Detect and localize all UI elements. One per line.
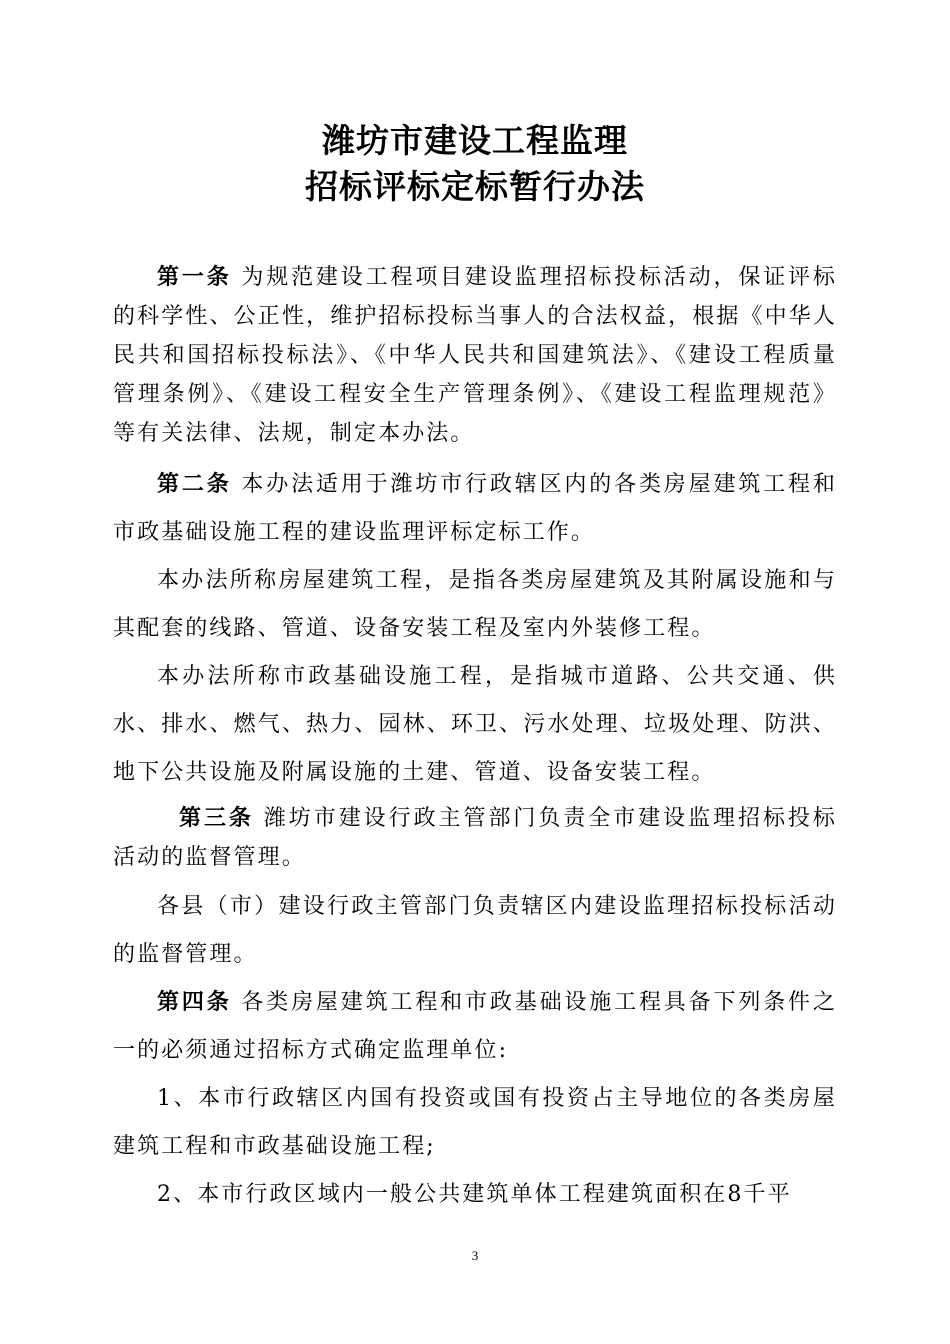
- document-title: [0, 118, 950, 210]
- paragraph-article-3: [113, 799, 837, 877]
- paragraph-county-supervision: [113, 883, 837, 979]
- page-number: 3: [471, 1248, 479, 1263]
- paragraph-municipal-definition: [113, 653, 837, 797]
- paragraph-text: 为规范建设工程项目建设监理招标投标活动，保证评标的科学性、公正性，维护招标投标当事人的合法权益，根据《中华人民共和国招标投标法》、《中华人民共和国建筑法》、《建设工程质量管理条例》、《建设工程安全生产管理条例》、《建设工程监理规范》等有关法律、法规，制定本办法。: [113, 265, 837, 446]
- paragraph-text: 本办法所称市政基础设施工程，是指城市道路、公共交通、供水、排水、燃气、热力、园林、环卫、污水处理、垃圾处理、防洪、地下公共设施及附属设施的土建、管道、设备安装工程。: [113, 664, 837, 785]
- title-line-1: 潍坊市建设工程监理: [322, 121, 628, 160]
- article-heading: 第二条: [157, 472, 232, 497]
- paragraph-article-1: [113, 258, 837, 453]
- article-heading: 第三条: [179, 806, 254, 831]
- paragraph-housing-definition: [113, 557, 837, 653]
- document-body: [113, 258, 837, 1219]
- paragraph-article-4: [113, 979, 837, 1075]
- paragraph-text: 各类房屋建筑工程和市政基础设施工程具备下列条件之一的必须通过招标方式确定监理单位:: [113, 990, 837, 1063]
- paragraph-text: 潍坊市建设行政主管部门负责全市建设监理招标投标活动的监督管理。: [113, 806, 837, 870]
- paragraph-text: 各县（市）建设行政主管部门负责辖区内建设监理招标投标活动的监督管理。: [113, 894, 837, 967]
- paragraph-text: 本办法适用于潍坊市行政辖区内的各类房屋建筑工程和市政基础设施工程的建设监理评标定标工作。: [113, 472, 837, 545]
- paragraph-condition-1: [113, 1075, 837, 1171]
- article-heading: 第一条: [157, 265, 232, 290]
- paragraph-text: 2、本市行政区域内一般公共建筑单体工程建筑面积在8千平: [157, 1182, 792, 1207]
- title-line-2: 招标评标定标暂行办法: [305, 167, 645, 206]
- paragraph-condition-2: [113, 1171, 837, 1219]
- paragraph-article-2: [113, 461, 837, 557]
- article-heading: 第四条: [157, 990, 232, 1015]
- paragraph-text: 1、本市行政辖区内国有投资或国有投资占主导地位的各类房屋建筑工程和市政基础设施工程;: [113, 1086, 837, 1159]
- paragraph-text: 本办法所称房屋建筑工程，是指各类房屋建筑及其附属设施和与其配套的线路、管道、设备安装工程及室内外装修工程。: [113, 568, 837, 641]
